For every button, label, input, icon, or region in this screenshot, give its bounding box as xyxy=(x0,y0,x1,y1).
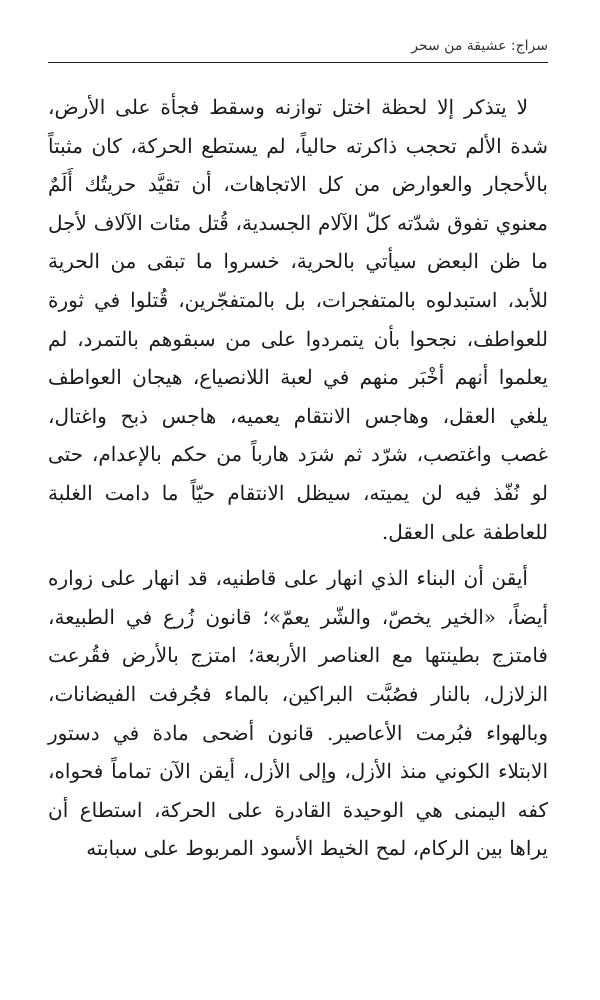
paragraph: أيقن أن البناء الذي انهار على قاطنيه، قد انهار على زواره أيضاً، «الخير يخصّ، والشّر يعمّ»؛ قانون زُرع في الطبيعة، فامتزج بطينتها مع العناصر الأربعة؛ امتزج بالأرض فقُرعت الزلازل، بالنار فصُبَّت البراكين، بالماء فجُرفت الفيضانات، وبالهواء فبُرمت الأعاصير. قانون أضحى مادة في دستور الابتلاء الكوني منذ الأزل، وإلى الأزل، أيقن الآن تماماً فحواه، كفه اليمنى هي الوحيدة القادرة على الحركة، استطاع أن يراها بين الركام، لمح الخيط الأسود المربوط على سبابته xyxy=(48,566,548,861)
paragraph: لا يتذكر إلا لحظة اختل توازنه وسقط فجأة على الأرض، شدة الألم تحجب ذاكرته حالياً، لم يستطع الحركة، كان مثبتاً بالأحجار والعوارض من كل الاتجاهات، أن تقيَّد حريتُك أَلَمٌ معنوي تفوق شدّته كلّ الآلام الجسدية، قُتل مئات الآلاف لأجل ما ظن البعض سيأتي بالحرية، خسروا ما تبقى من الحرية للأبد، استبدلوه بالمتفجرات، بل بالمتفجّرين، قُتلوا في ثورة للعواطف، نجحوا بأن يتمردوا على من سبقوهم بالتمرد، لم يعلموا أنهم أخْبَر منهم في لعبة اللانصياع، هيجان العواطف يلغي العقل، وهاجس الانتقام يعميه، هاجس ذبح واغتال، غصب واغتصب، شرّد ثم شرَد هارباً من حكم بالإعدام، حتى لو نُفّذ فيه لن يميته، سيظل الانتقام حيّاً ما دامت الغلبة للعاطفة على العقل. xyxy=(48,95,549,544)
running-header: سراج: عشيقة من سحر xyxy=(411,38,548,54)
header-divider xyxy=(48,62,548,63)
page-body xyxy=(48,88,548,868)
